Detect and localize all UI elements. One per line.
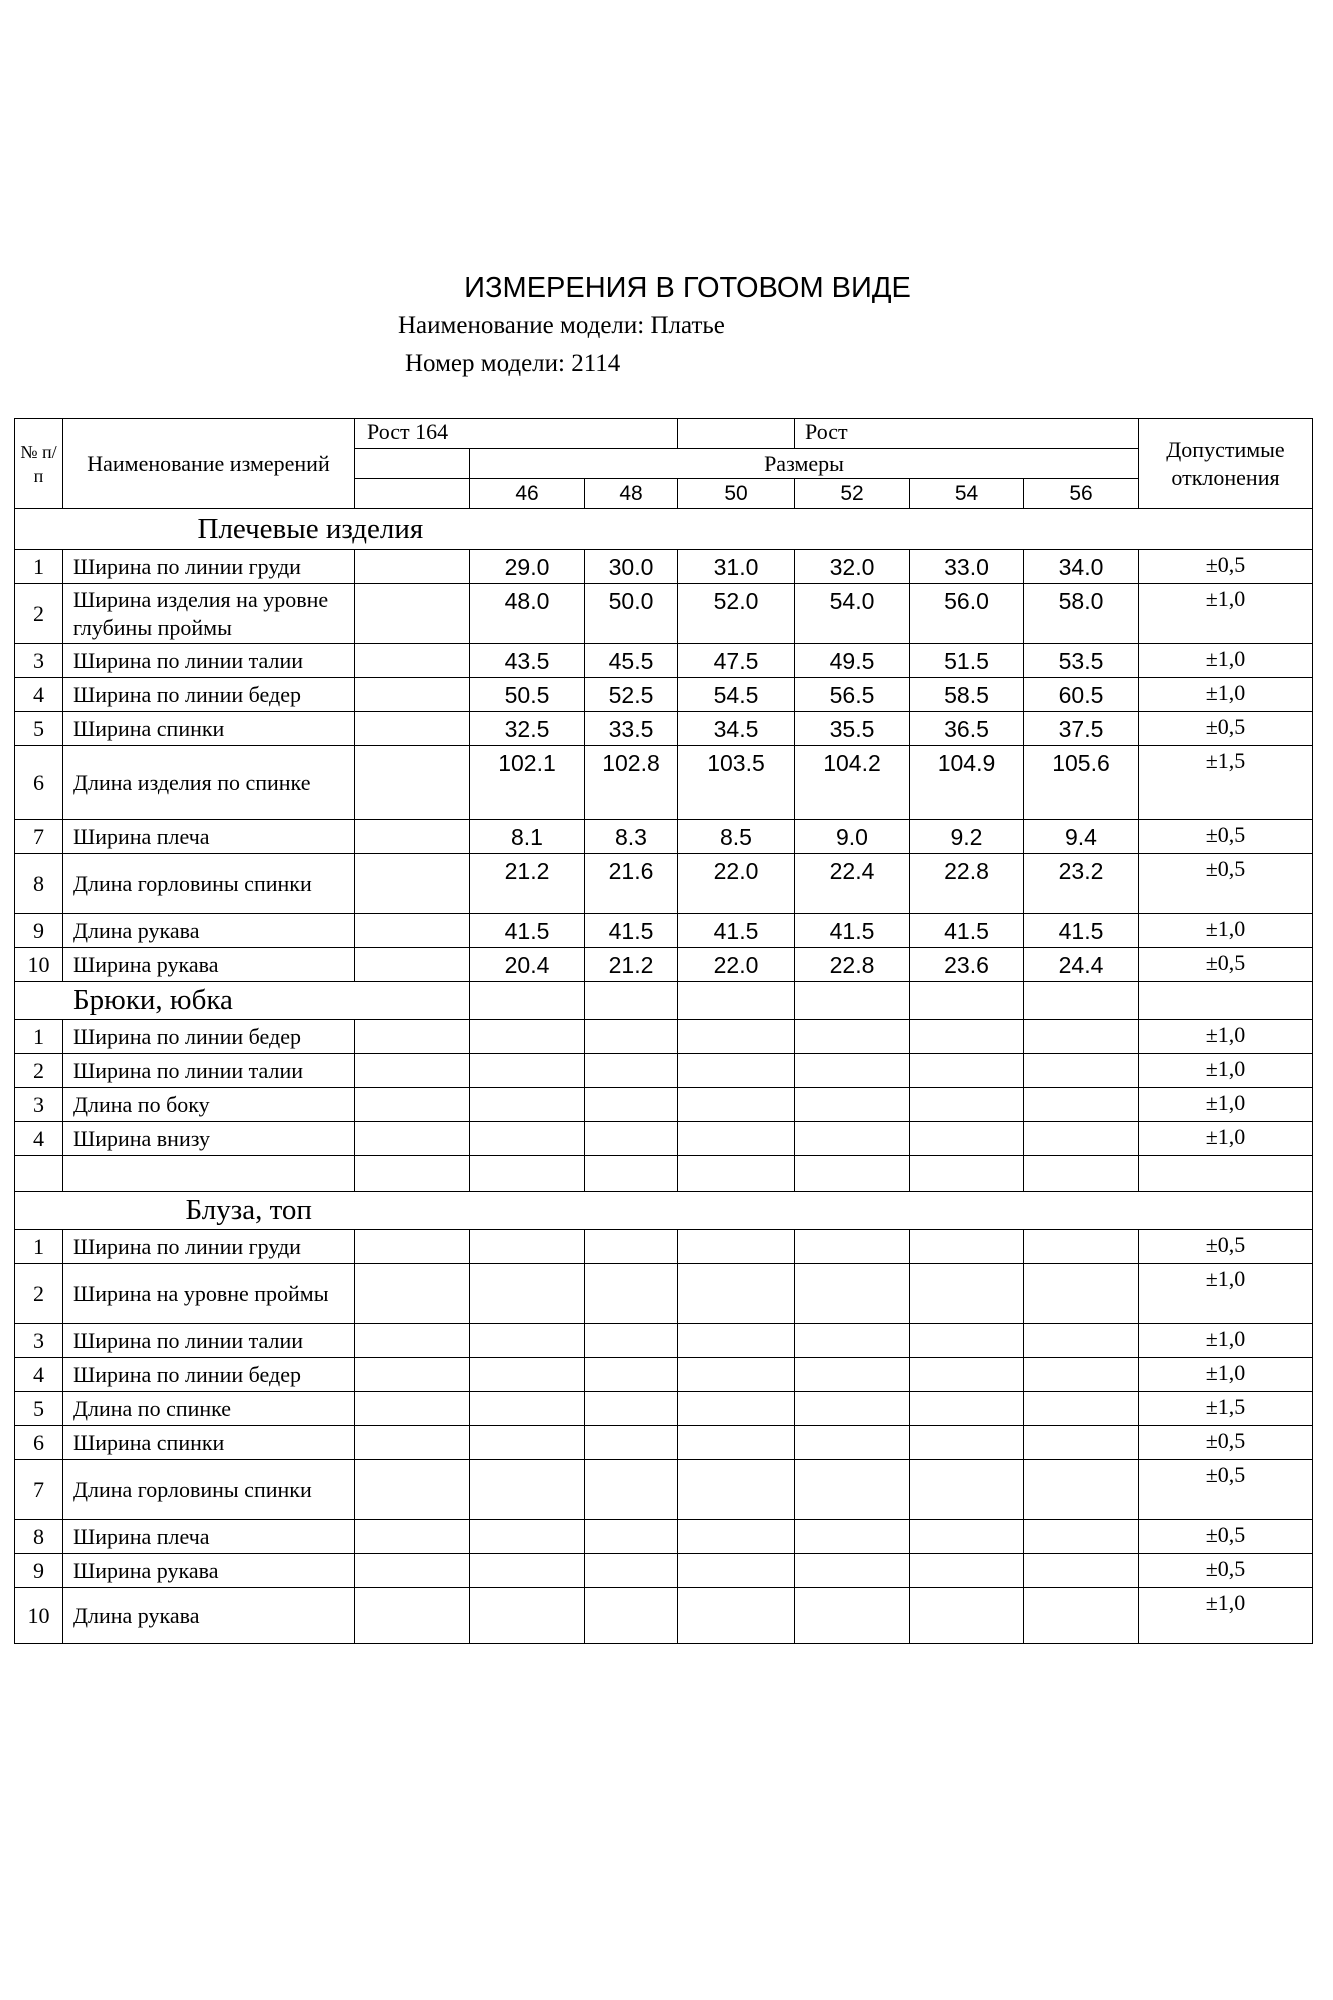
table-row bbox=[15, 1054, 1313, 1088]
row-tolerance: ±1,0 bbox=[1139, 584, 1313, 644]
table-row bbox=[15, 1520, 1313, 1554]
row-value: 103.5 bbox=[678, 746, 795, 820]
row-value: 52.0 bbox=[678, 584, 795, 644]
row-value: 8.3 bbox=[585, 820, 678, 854]
row-value: 58.5 bbox=[910, 678, 1024, 712]
row-value: 33.0 bbox=[910, 550, 1024, 584]
table-row bbox=[15, 1460, 1313, 1520]
row-value: 56.5 bbox=[795, 678, 910, 712]
row-name: Ширина изделия на уровне глубины проймы bbox=[63, 584, 355, 644]
row-value: 36.5 bbox=[910, 712, 1024, 746]
row-number: 3 bbox=[15, 644, 63, 678]
row-name: Длина горловины спинки bbox=[63, 854, 355, 914]
row-tolerance: ±1,0 bbox=[1139, 1264, 1313, 1324]
row-value: 56.0 bbox=[910, 584, 1024, 644]
size-header: 54 bbox=[910, 479, 1024, 509]
row-value: 22.8 bbox=[910, 854, 1024, 914]
height-164-header: Рост 164 bbox=[355, 419, 678, 449]
row-value: 47.5 bbox=[678, 644, 795, 678]
row-tolerance: ±1,0 bbox=[1139, 1122, 1313, 1156]
row-name: Ширина по линии груди bbox=[63, 1230, 355, 1264]
row-value: 104.2 bbox=[795, 746, 910, 820]
row-value: 41.5 bbox=[678, 914, 795, 948]
row-value: 29.0 bbox=[470, 550, 585, 584]
row-name: Длина горловины спинки bbox=[63, 1460, 355, 1520]
table-row bbox=[15, 1088, 1313, 1122]
row-tolerance: ±1,0 bbox=[1139, 1324, 1313, 1358]
row-name: Ширина по линии талии bbox=[63, 1054, 355, 1088]
row-value: 21.2 bbox=[585, 948, 678, 982]
row-value: 31.0 bbox=[678, 550, 795, 584]
row-tolerance: ±0,5 bbox=[1139, 1460, 1313, 1520]
table-row bbox=[15, 948, 1313, 982]
row-value: 54.5 bbox=[678, 678, 795, 712]
row-name: Длина по боку bbox=[63, 1088, 355, 1122]
row-tolerance: ±1,0 bbox=[1139, 1054, 1313, 1088]
row-value: 60.5 bbox=[1024, 678, 1139, 712]
table-row bbox=[15, 644, 1313, 678]
row-tolerance: ±1,5 bbox=[1139, 1392, 1313, 1426]
row-value: 9.2 bbox=[910, 820, 1024, 854]
row-value: 53.5 bbox=[1024, 644, 1139, 678]
row-value: 24.4 bbox=[1024, 948, 1139, 982]
table-row bbox=[15, 1324, 1313, 1358]
row-value: 43.5 bbox=[470, 644, 585, 678]
table-row bbox=[15, 820, 1313, 854]
row-number: 1 bbox=[15, 1020, 63, 1054]
col-header-number: № п/ п bbox=[15, 419, 63, 509]
table-row bbox=[15, 1122, 1313, 1156]
row-value: 105.6 bbox=[1024, 746, 1139, 820]
table-row bbox=[15, 1588, 1313, 1644]
model-name-line: Наименование модели: Платье bbox=[398, 312, 725, 339]
table-row bbox=[15, 550, 1313, 584]
row-name: Длина рукава bbox=[63, 1588, 355, 1644]
row-number: 9 bbox=[15, 1554, 63, 1588]
row-value: 9.0 bbox=[795, 820, 910, 854]
section-title: Плечевые изделия bbox=[63, 509, 1313, 550]
row-name: Ширина спинки bbox=[63, 1426, 355, 1460]
row-number: 2 bbox=[15, 1054, 63, 1088]
row-value: 34.0 bbox=[1024, 550, 1139, 584]
row-value: 104.9 bbox=[910, 746, 1024, 820]
table-row bbox=[15, 746, 1313, 820]
row-number: 2 bbox=[15, 1264, 63, 1324]
row-name: Ширина спинки bbox=[63, 712, 355, 746]
row-value: 34.5 bbox=[678, 712, 795, 746]
row-value: 22.0 bbox=[678, 854, 795, 914]
row-number: 4 bbox=[15, 678, 63, 712]
table-row bbox=[15, 1426, 1313, 1460]
row-value: 41.5 bbox=[585, 914, 678, 948]
table-row bbox=[15, 1554, 1313, 1588]
row-number: 4 bbox=[15, 1358, 63, 1392]
table-row bbox=[15, 678, 1313, 712]
row-tolerance: ±1,0 bbox=[1139, 1088, 1313, 1122]
row-tolerance: ±0,5 bbox=[1139, 1520, 1313, 1554]
row-name: Ширина рукава bbox=[63, 948, 355, 982]
row-value: 20.4 bbox=[470, 948, 585, 982]
col-header-tolerance: Допустимые отклонения bbox=[1139, 419, 1313, 509]
row-value: 35.5 bbox=[795, 712, 910, 746]
row-number: 4 bbox=[15, 1122, 63, 1156]
row-value: 50.0 bbox=[585, 584, 678, 644]
row-name: Длина рукава bbox=[63, 914, 355, 948]
size-header: 52 bbox=[795, 479, 910, 509]
row-number: 3 bbox=[15, 1088, 63, 1122]
row-number: 6 bbox=[15, 746, 63, 820]
row-value: 33.5 bbox=[585, 712, 678, 746]
page-title: ИЗМЕРЕНИЯ В ГОТОВОМ ВИДЕ bbox=[464, 272, 911, 304]
row-number: 10 bbox=[15, 948, 63, 982]
row-number: 7 bbox=[15, 1460, 63, 1520]
row-number: 8 bbox=[15, 1520, 63, 1554]
table-row bbox=[15, 1230, 1313, 1264]
row-tolerance: ±0,5 bbox=[1139, 1554, 1313, 1588]
row-value: 41.5 bbox=[910, 914, 1024, 948]
row-value: 21.2 bbox=[470, 854, 585, 914]
sizes-label: Размеры bbox=[470, 449, 1139, 479]
size-header: 56 bbox=[1024, 479, 1139, 509]
row-value: 52.5 bbox=[585, 678, 678, 712]
row-value: 58.0 bbox=[1024, 584, 1139, 644]
row-number: 10 bbox=[15, 1588, 63, 1644]
row-name: Длина по спинке bbox=[63, 1392, 355, 1426]
row-value: 23.6 bbox=[910, 948, 1024, 982]
row-number: 1 bbox=[15, 1230, 63, 1264]
row-value: 9.4 bbox=[1024, 820, 1139, 854]
col-header-name: Наименование измерений bbox=[63, 419, 355, 509]
row-value: 41.5 bbox=[1024, 914, 1139, 948]
row-number: 6 bbox=[15, 1426, 63, 1460]
row-number: 7 bbox=[15, 820, 63, 854]
row-tolerance: ±0,5 bbox=[1139, 854, 1313, 914]
row-value: 30.0 bbox=[585, 550, 678, 584]
row-value: 22.0 bbox=[678, 948, 795, 982]
row-value: 49.5 bbox=[795, 644, 910, 678]
row-tolerance: ±1,5 bbox=[1139, 746, 1313, 820]
row-number: 1 bbox=[15, 550, 63, 584]
row-value: 32.5 bbox=[470, 712, 585, 746]
row-name: Длина изделия по спинке bbox=[63, 746, 355, 820]
height-header: Рост bbox=[795, 419, 1139, 449]
row-tolerance: ±1,0 bbox=[1139, 1588, 1313, 1644]
row-name: Ширина по линии талии bbox=[63, 1324, 355, 1358]
row-value: 32.0 bbox=[795, 550, 910, 584]
row-name: Ширина внизу bbox=[63, 1122, 355, 1156]
row-value: 8.5 bbox=[678, 820, 795, 854]
row-value: 48.0 bbox=[470, 584, 585, 644]
row-name: Ширина по линии бедер bbox=[63, 1358, 355, 1392]
size-header: 50 bbox=[678, 479, 795, 509]
row-number: 5 bbox=[15, 712, 63, 746]
table-row bbox=[15, 914, 1313, 948]
table-row bbox=[15, 712, 1313, 746]
row-number: 5 bbox=[15, 1392, 63, 1426]
row-tolerance: ±0,5 bbox=[1139, 1230, 1313, 1264]
row-tolerance: ±0,5 bbox=[1139, 550, 1313, 584]
row-name: Ширина по линии бедер bbox=[63, 1020, 355, 1054]
size-header: 46 bbox=[470, 479, 585, 509]
row-name: Ширина по линии талии bbox=[63, 644, 355, 678]
table-row bbox=[15, 1020, 1313, 1054]
table-row bbox=[15, 1264, 1313, 1324]
row-number: 2 bbox=[15, 584, 63, 644]
row-tolerance: ±1,0 bbox=[1139, 678, 1313, 712]
row-value: 37.5 bbox=[1024, 712, 1139, 746]
section-title: Брюки, юбка bbox=[15, 982, 470, 1020]
row-number: 3 bbox=[15, 1324, 63, 1358]
row-value: 22.8 bbox=[795, 948, 910, 982]
row-tolerance: ±1,0 bbox=[1139, 1358, 1313, 1392]
row-name: Ширина по линии груди bbox=[63, 550, 355, 584]
row-tolerance: ±0,5 bbox=[1139, 820, 1313, 854]
row-tolerance: ±0,5 bbox=[1139, 712, 1313, 746]
table-row bbox=[15, 1392, 1313, 1426]
table-row bbox=[15, 1358, 1313, 1392]
row-name: Ширина плеча bbox=[63, 820, 355, 854]
row-value: 8.1 bbox=[470, 820, 585, 854]
row-value: 54.0 bbox=[795, 584, 910, 644]
row-value: 45.5 bbox=[585, 644, 678, 678]
row-value: 41.5 bbox=[795, 914, 910, 948]
row-value: 51.5 bbox=[910, 644, 1024, 678]
section-title: Блуза, топ bbox=[63, 1192, 1313, 1230]
row-number: 8 bbox=[15, 854, 63, 914]
row-value: 22.4 bbox=[795, 854, 910, 914]
row-value: 23.2 bbox=[1024, 854, 1139, 914]
table-row bbox=[15, 854, 1313, 914]
row-value: 41.5 bbox=[470, 914, 585, 948]
row-tolerance: ±1,0 bbox=[1139, 1020, 1313, 1054]
row-name: Ширина по линии бедер bbox=[63, 678, 355, 712]
row-tolerance: ±1,0 bbox=[1139, 914, 1313, 948]
size-header: 48 bbox=[585, 479, 678, 509]
row-name: Ширина рукава bbox=[63, 1554, 355, 1588]
row-name: Ширина плеча bbox=[63, 1520, 355, 1554]
measurements-table bbox=[14, 418, 1313, 1644]
row-tolerance: ±0,5 bbox=[1139, 948, 1313, 982]
row-name: Ширина на уровне проймы bbox=[63, 1264, 355, 1324]
table-row bbox=[15, 584, 1313, 644]
row-tolerance: ±1,0 bbox=[1139, 644, 1313, 678]
row-value: 102.1 bbox=[470, 746, 585, 820]
row-value: 102.8 bbox=[585, 746, 678, 820]
row-value: 21.6 bbox=[585, 854, 678, 914]
row-value: 50.5 bbox=[470, 678, 585, 712]
row-tolerance: ±0,5 bbox=[1139, 1426, 1313, 1460]
model-number-line: Номер модели: 2114 bbox=[405, 350, 621, 377]
row-number: 9 bbox=[15, 914, 63, 948]
